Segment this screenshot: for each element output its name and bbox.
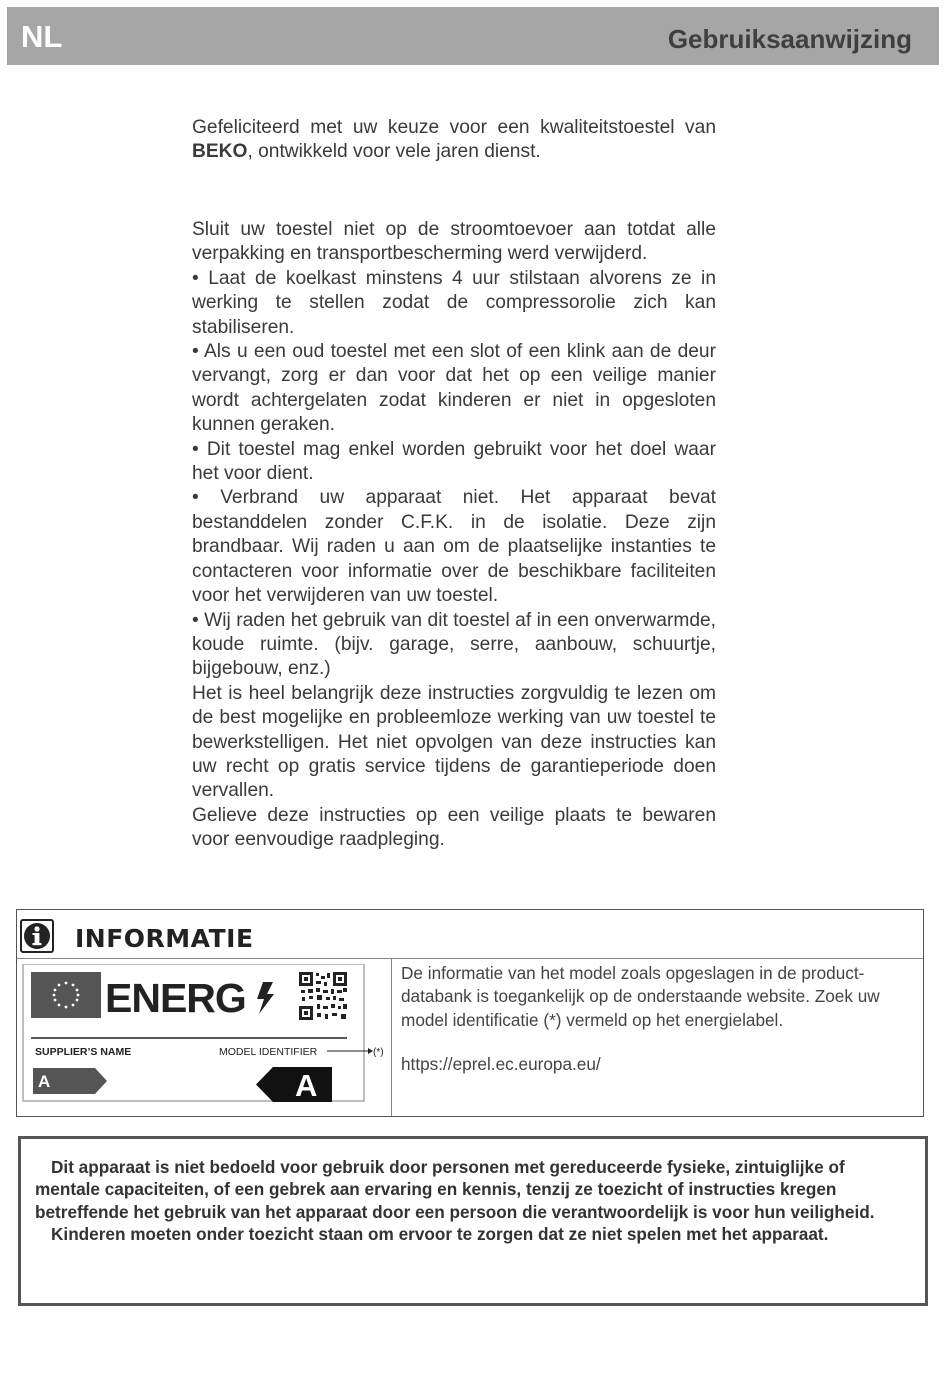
eu-flag-icon [31, 972, 101, 1018]
supplier-name-label: SUPPLIER’S NAME [35, 1046, 132, 1058]
asterisk-marker: (*) [373, 1047, 384, 1058]
page-header [7, 7, 939, 65]
information-header [17, 910, 923, 959]
warning-box [18, 1136, 928, 1306]
column-divider [391, 958, 392, 1116]
safety-instructions [192, 218, 716, 853]
qr-code-icon [299, 972, 347, 1020]
intro-paragraph [192, 116, 716, 165]
children-warning: Kinderen moeten onder toezicht staan om ervoor te zorgen dat ze niet spelen met het apparaat. [51, 1223, 829, 1244]
instruction-paragraph: • Als u een oud toestel met een slot of een klink aan de deur vervangt, zorg er dan voor dat het op een veilige manier wordt achtergelaten zodat kinderen er niet in opgesloten kunnen geraken. [192, 341, 716, 436]
instruction-paragraph: • Laat de koelkast minstens 4 uur stilstaan alvorens ze in werking te stellen zodat de compressorolie zich kan stabiliseren. [192, 267, 716, 338]
energy-label-text: ENERG [105, 975, 246, 1021]
warning-paragraph: Dit apparaat is niet bedoeld voor gebruik door personen met gereduceerde fysieke, zintuiglijke of mentale capaciteiten, of een gebrek aan ervaring en kennis, tenzij ze toezicht of instructies kregen betreffende het gebruik van het apparaat door een persoon die verantwoordelijk is voor hun veiligheid. [35, 1157, 875, 1222]
information-text-block [401, 962, 916, 1076]
information-title: INFORMATIE [75, 924, 254, 953]
instruction-paragraph: Het is heel belangrijk deze instructies zorgvuldig te lezen om de best mogelijke en probleemloze werking van uw toestel te bewerkstelligen. Het niet opvolgen van deze instructies kan uw recht op gratis service tijdens de garantieperiode doen vervallen. [192, 682, 716, 802]
information-box [16, 909, 924, 1117]
warning-content [35, 1156, 905, 1245]
instruction-paragraph: Gelieve deze instructies op een veilige plaats te bewaren voor eenvoudige raadpleging. [192, 804, 716, 851]
document-title: Gebruiksaanwijzing [667, 24, 912, 54]
info-icon [20, 919, 54, 958]
model-identifier-label: MODEL IDENTIFIER [219, 1046, 318, 1058]
instruction-paragraph: • Wij raden het gebruik van dit toestel af in een onverwarmde, koude ruimte. (bijv. garage, serre, aanbouw, schuurtje, bijgebouw, enz.) [192, 609, 716, 680]
instruction-paragraph: • Verbrand uw apparaat niet. Het apparaat bevat bestanddelen zonder C.F.K. in de isolatie. Deze zijn brandbaar. Wij raden u aan om de plaatselijke instanties te contacteren voor informatie over de beschikbare faciliteiten voor het verwijderen van uw toestel. [192, 487, 716, 607]
intro-text-end: , ontwikkeld voor vele jaren dienst. [247, 141, 541, 163]
energy-class-small: A [38, 1072, 51, 1091]
language-code: NL [21, 19, 63, 54]
brand-name: BEKO [192, 141, 248, 163]
energy-label [21, 964, 391, 1115]
intro-text-start: Gefeliciteerd met uw keuze voor een kwaliteitstoestel van [192, 117, 716, 138]
eprel-url[interactable]: https://eprel.ec.europa.eu/ [401, 1053, 601, 1074]
information-text: De informatie van het model zoals opgeslagen in de product-databank is toegankelijk op de onderstaande website. Zoek uw model identificatie (*) vermeld op het energielabel. [401, 963, 880, 1030]
instruction-paragraph: • Dit toestel mag enkel worden gebruikt voor het doel waar het voor dient. [192, 438, 716, 485]
energy-class-big: A [295, 1068, 318, 1103]
instruction-paragraph: Sluit uw toestel niet op de stroomtoevoer aan totdat alle verpakking en transportbescherming werd verwijderd. [192, 219, 716, 265]
